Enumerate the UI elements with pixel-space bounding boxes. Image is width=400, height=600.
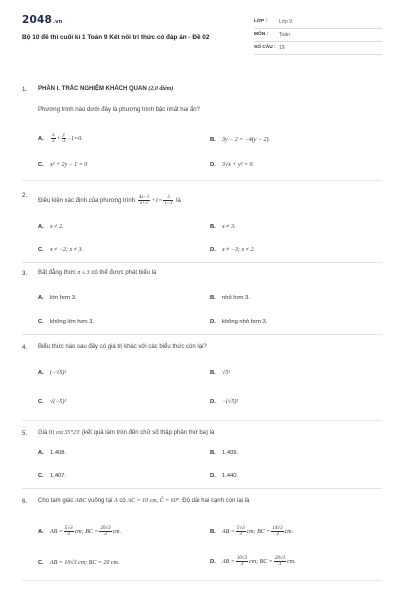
site-logo[interactable]: 2048.vn bbox=[22, 14, 63, 26]
question-5 bbox=[22, 430, 382, 479]
option-a[interactable]: A. x ≠ 2. bbox=[38, 224, 64, 230]
option-b[interactable]: B. 3y − 2 = −4(y − 2). bbox=[210, 137, 271, 143]
meta-row-count: SỐ CÂU : 19 bbox=[254, 42, 382, 55]
divider bbox=[22, 488, 382, 489]
option-b[interactable]: B. AB = $\frac{5√3}{3}$ cm; BC = $\frac{14√3}{3}$ cm. bbox=[210, 526, 294, 537]
question-number: 5. bbox=[22, 430, 28, 437]
question-number: 3. bbox=[22, 270, 28, 277]
question-text: Biểu thức nào sau đây có giá trị khác với các biểu thức còn lại? bbox=[38, 344, 207, 350]
option-a[interactable]: A. (−√5)² bbox=[38, 370, 67, 376]
option-c[interactable]: C. AB = 10√3 cm; BC = 20 cm. bbox=[38, 560, 120, 566]
option-d[interactable]: D. x ≠ −3; x ≠ 2. bbox=[210, 247, 255, 253]
meta-row-subject: MÔN : Toán bbox=[254, 29, 382, 42]
question-number: 1. bbox=[22, 86, 28, 93]
divider bbox=[22, 580, 382, 581]
option-a[interactable]: A. $\frac{x}{2}$ + $\frac{y}{3}$ −1=0. bbox=[38, 133, 83, 144]
option-d[interactable]: D. AB = $\frac{10√3}{3}$ cm; BC = $\frac{20√3}{3}$ cm. bbox=[210, 556, 296, 567]
question-number: 6. bbox=[22, 498, 28, 505]
option-a[interactable]: A. AB = $\frac{5√3}{3}$ cm; BC = $\frac{20√3}{3}$ cm. bbox=[38, 526, 122, 537]
question-1 bbox=[22, 86, 382, 168]
meta-row-class: LỚP : Lớp 9 bbox=[254, 16, 382, 29]
document-header bbox=[22, 14, 382, 64]
option-c[interactable]: C. 1,407. bbox=[38, 473, 67, 479]
option-d[interactable]: D. không nhỏ hơn 3. bbox=[210, 319, 268, 325]
option-b[interactable]: B. √5² bbox=[210, 370, 231, 376]
option-a[interactable]: A. lớn hơn 3. bbox=[38, 295, 77, 301]
option-b[interactable]: B. nhỏ hơn 3. bbox=[210, 295, 250, 301]
divider bbox=[22, 180, 382, 181]
question-text: Giá trị cot 35°23′ (kết quả làm tròn đến chữ số thập phân thứ ba) là bbox=[38, 430, 215, 436]
option-d[interactable]: D. 1,440. bbox=[210, 473, 239, 479]
question-2 bbox=[22, 192, 382, 253]
option-d[interactable]: D. −(√5)² bbox=[210, 399, 239, 405]
question-text: Cho tam giác ABC vuông tại A có AC = 10 cm, Ĉ = 60°. Độ dài hai cạnh còn lại là bbox=[38, 498, 250, 504]
question-4 bbox=[22, 344, 382, 405]
option-b[interactable]: B. 1,409. bbox=[210, 450, 239, 456]
option-a[interactable]: A. 1,408. bbox=[38, 450, 67, 456]
question-text: Phương trình nào dưới đây là phương trình bậc nhất hai ẩn? bbox=[38, 107, 200, 113]
question-number: 2. bbox=[22, 192, 28, 199]
divider bbox=[22, 334, 382, 335]
meta-box bbox=[254, 16, 382, 55]
option-c[interactable]: C. x² + 2y − 1 = 0 bbox=[38, 162, 88, 168]
question-number: 4. bbox=[22, 344, 28, 351]
question-3 bbox=[22, 270, 382, 325]
divider bbox=[22, 262, 382, 263]
question-text: Điều kiện xác định của phương trình $\frac{4x-1}{x+2}$ +1= $\frac{3}{x-3}$ là bbox=[38, 195, 181, 206]
option-c[interactable]: C. x ≠ −2; x ≠ 3. bbox=[38, 247, 83, 253]
option-c[interactable]: C. không lớn hơn 3. bbox=[38, 319, 95, 325]
section-title: PHẦN I. TRẮC NGHIỆM KHÁCH QUAN (2,0 điểm) bbox=[38, 86, 174, 92]
question-text: Bất đẳng thức n ≤ 3 có thể được phát biểu là bbox=[38, 270, 157, 276]
option-c[interactable]: C. √(−5)² bbox=[38, 399, 67, 405]
option-d[interactable]: D. 3√x + y² = 0. bbox=[210, 162, 255, 168]
document-title: Bộ 10 đề thi cuối kì 1 Toán 9 Kết nối tri thức có đáp án - Đề 02 bbox=[22, 34, 210, 41]
question-6 bbox=[22, 498, 382, 567]
option-b[interactable]: B. x ≠ 3. bbox=[210, 224, 236, 230]
divider bbox=[22, 420, 382, 421]
